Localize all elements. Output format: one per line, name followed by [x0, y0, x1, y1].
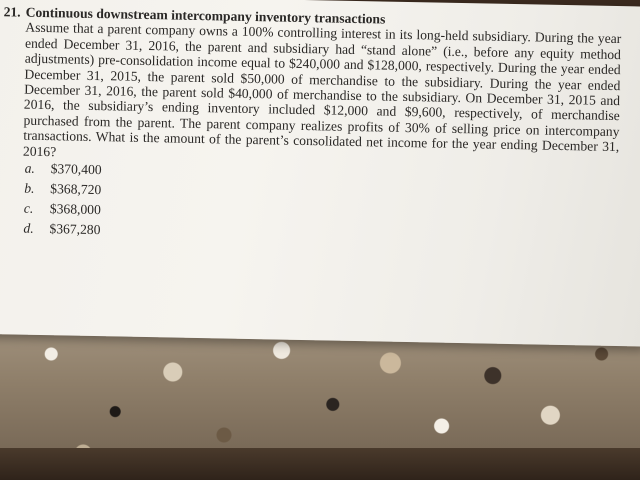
choice-letter: d. — [23, 220, 34, 236]
question-number: 21. — [3, 4, 21, 20]
answer-choices — [23, 161, 618, 252]
choice-letter: c. — [23, 200, 34, 216]
question-block — [0, 4, 622, 252]
choice-text: $368,000 — [49, 201, 102, 218]
choice-letter: b. — [24, 180, 35, 196]
choice-text: $367,280 — [49, 221, 101, 238]
question-body: Assume that a parent company owns a 100% controlling interest in its long-held subsidiary. During the year ended December 31, 2016, the parent and subsidiary had “stand alone” (i.e., before any equity method adjustments) pre-consolidation income equal to $240,000 and $128,000, respectively. During the year ended December 31, 2015, the parent sold $50,000 of merchandise to the subsidiary. During the year ended December 31, 2016, the parent sold $40,000 of merchandise to the subsidiary. On December 31, 2015 and 2016, the subsidiary’s ending inventory included $12,000 and $9,600, respectively, of merchandise purchased from the parent. The parent company realizes profits of 30% of selling price on intercompany transactions. What is the amount of the parent’s consolidated net income for the year ending December 31, 2016? — [22, 20, 622, 159]
countertop-edge — [0, 448, 640, 480]
choice-text: $370,400 — [50, 161, 102, 178]
choice-text: $368,720 — [50, 181, 102, 198]
question-title: Continuous downstream intercompany inventory transactions — [25, 4, 386, 27]
choice-letter: a. — [24, 160, 36, 176]
